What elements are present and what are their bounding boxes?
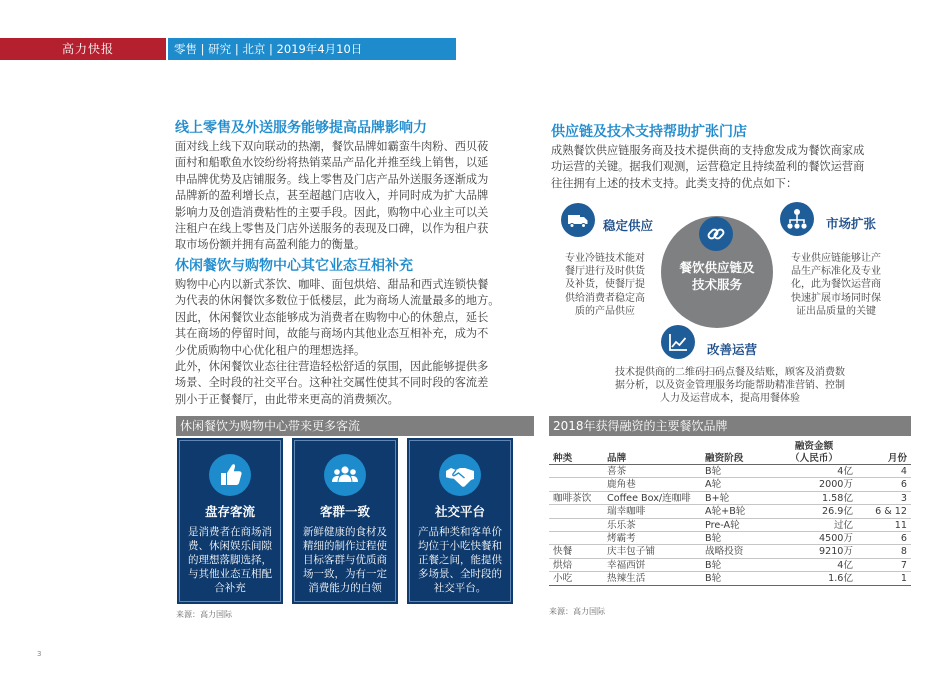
col-round: 融资阶段	[705, 453, 744, 464]
section3-title: 供应链及技术支持帮助扩张门店	[551, 124, 747, 140]
benefit-title-expand: 市场扩张	[826, 216, 877, 231]
benefit-text-expand: 专业供应链能够让产 品生产标准化及专业 化，此为餐饮运营商 快速扩展市场同时保 证出品质量的关键	[791, 253, 881, 317]
table-row: 小吃 热辣生活 B轮 1.6亿 1	[549, 572, 911, 585]
section1-paragraph: 面对线上线下双向联动的热潮，餐饮品牌如霸蛮牛肉粉、西贝莜 面村和船歌鱼水饺纷纷将热销菜品产品化并推至线上销售，以延 申品牌优势及店铺服务。线上零售及门店产品外送服务逐渐成为 品牌新的盈利增长点，甚至超越门店收入，并同时成为扩大品牌 影响力及创造消费粘性的主要手段。因此，购物中心业主可以关 注租户在线上零售及门店外送服务的表现及口碑，以作为租户获 取市场份额并拥有高盈利能力的衡量。	[175, 140, 489, 252]
table-row: 烘焙 幸福西饼 B轮 4亿 7	[549, 559, 911, 572]
table-row: 咖啡茶饮 Coffee Box/连咖啡 B+轮 1.58亿 3	[549, 492, 911, 505]
card-title: 盘存客流	[204, 504, 255, 519]
section2-title: 休闲餐饮与购物中心其它业态互相补充	[175, 258, 413, 274]
col-brand: 品牌	[607, 453, 627, 464]
table-row: 烤霸考 B轮 4500万 6	[549, 532, 911, 545]
report-meta: 零售 | 研究 | 北京 | 2019年4月10日	[168, 38, 456, 60]
col-month: 月份	[887, 453, 907, 464]
benefit-text-operate: 技术提供商的二维码扫码点餐及结账，顾客及消费数 据分析，以及资金管理服务均能帮助精准营销、控制 人力及运营成本，提高用餐体验	[615, 367, 845, 405]
section2-paragraph-b: 此外，休闲餐饮业态往往营造轻松舒适的氛围，因此能够提供多 场景、全时段的社交平台。这种社交属性使其不同时段的客流差 别小于正餐餐厅，由此带来更高的消费频次。	[175, 360, 489, 406]
financing-table	[549, 439, 911, 586]
card-description: 新鲜健康的食材及 精细的制作过程使 目标客群与优质商 场一致，为有一定 消费能力的白领	[303, 526, 387, 594]
card-stay-traffic	[177, 438, 283, 604]
section1-title: 线上零售及外送服务能够提高品牌影响力	[175, 120, 427, 136]
table-section-bar: 2018年获得融资的主要餐饮品牌	[549, 416, 911, 436]
benefit-title-supply: 稳定供应	[603, 218, 654, 233]
brand-tag: 高力快报	[0, 38, 166, 60]
cards-section-bar: 休闲餐饮为购物中心带来更多客流	[176, 416, 534, 436]
link-icon	[699, 217, 733, 251]
card-description: 产品种类和客单价 均位于小吃快餐和 正餐之间，能提供 多场景、全时段的 社交平台。	[418, 526, 502, 594]
card-consistent-audience	[292, 438, 398, 604]
handshake-icon	[439, 454, 481, 496]
left-source-note: 来源：高力国际	[176, 610, 232, 619]
table-row: 鹿角巷 A轮 2000万 6	[549, 478, 911, 491]
truck-icon	[561, 203, 595, 237]
card-title: 客群一致	[319, 504, 370, 519]
center-circle-label: 餐饮供应链及 技术服务	[679, 260, 755, 292]
col-amount: 融资金额 （人民币）	[790, 441, 838, 464]
col-category: 种类	[553, 453, 573, 464]
card-social-platform	[407, 438, 513, 604]
benefit-text-supply: 专业冷链技术能对 餐厅进行及时供货 及补货，使餐厅提 供给消费者稳定高 质的产品供应	[565, 253, 645, 317]
benefit-title-operate: 改善运营	[707, 342, 758, 357]
section2-paragraph-a: 购物中心内以新式茶饮、咖啡、面包烘焙、甜品和西式连锁快餐 为代表的休闲餐饮多数位于低楼层，此为商场人流量最多的地方。 因此，休闲餐饮业态能够成为消费者在购物中心的休憩点，延长 其在商场的停留时间，故能与商场内其他业态互相补充，成为不 少优质购物中心优化租户的理想选择。	[175, 278, 500, 357]
table-row: 喜茶 B轮 4亿 4	[549, 465, 911, 478]
table-row: 瑞幸咖啡 A轮+B轮 26.9亿 6 & 12	[549, 505, 911, 518]
section3-intro: 成熟餐饮供应链服务商及技术提供商的支持愈发成为餐饮商家成 功运营的关键。据我们观测，运营稳定且持续盈利的餐饮运营商 往往拥有上述的技术支持。此类支持的优点如下：	[551, 144, 865, 190]
table-row: 乐乐茶 Pre-A轮 过亿 11	[549, 519, 911, 532]
card-title: 社交平台	[434, 504, 485, 519]
thumbs-up-icon	[209, 454, 251, 496]
card-description: 是消费者在商场消 费、休闲娱乐间隙 的理想落脚选择， 与其他业态互相配 合补充	[188, 526, 272, 594]
table-header	[549, 439, 911, 465]
line-chart-icon	[661, 325, 695, 359]
network-icon	[780, 202, 814, 236]
page-number: 3	[37, 650, 42, 658]
group-icon	[324, 454, 366, 496]
right-source-note: 来源：高力国际	[549, 607, 605, 616]
table-row: 快餐 庆丰包子铺 战略投资 9210万 8	[549, 545, 911, 558]
